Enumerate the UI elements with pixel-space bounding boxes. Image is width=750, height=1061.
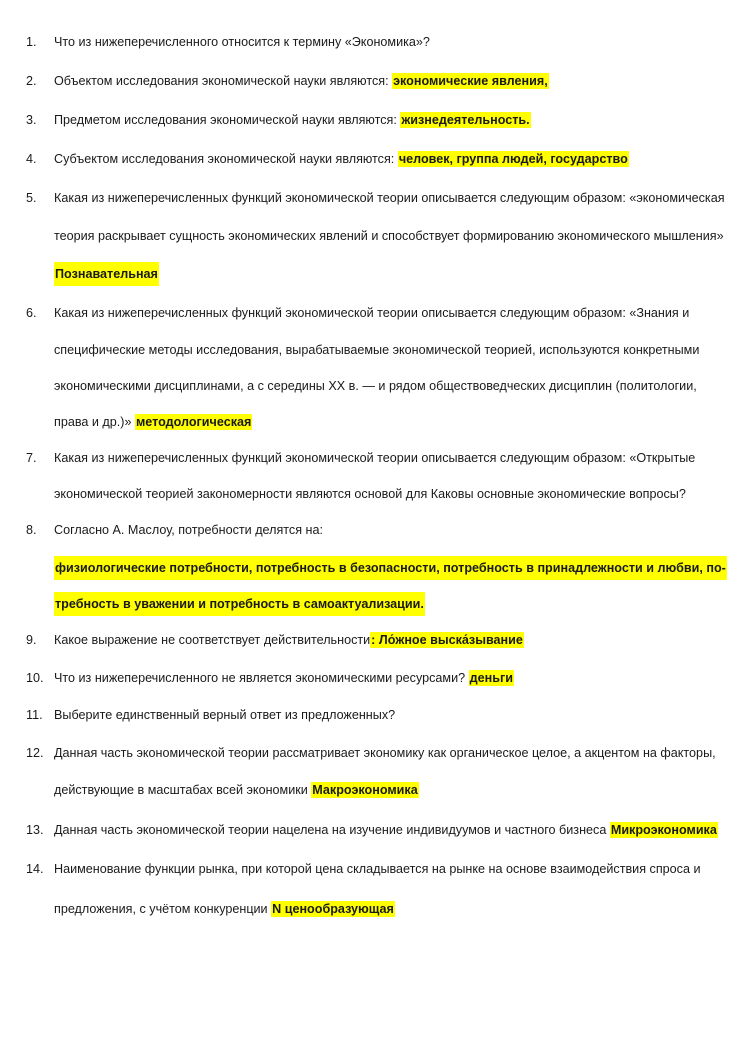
list-item [0, 148, 750, 170]
highlighted-answer: человек, группа людей, государство [398, 152, 628, 166]
question-text-line: действующие в масштабах всей экономики [54, 783, 312, 797]
question-text: Что из нижеперечисленного относится к термину «Экономика»? [54, 35, 430, 49]
question-text: Объектом исследования экономической науки являются: [54, 74, 393, 88]
question-continuation [0, 375, 750, 397]
question-text: Данная часть экономической теории нацелена на изучение индивидуумов и частного бизнеса [54, 823, 610, 837]
question-continuation [0, 898, 750, 920]
list-item [0, 519, 750, 541]
highlighted-answer: физиологические потребности, потребность в безопасности, потребность в принадлежности и любви, по- [54, 556, 727, 580]
question-continuation [0, 339, 750, 361]
question-text-line: экономической теорией закономерности являются основой для Каковы основные экономические вопросы? [54, 487, 686, 501]
list-item [0, 447, 750, 469]
question-continuation [0, 779, 750, 801]
item-number: 1. [26, 35, 37, 49]
question-text-line: экономическими дисциплинами, а с середины XX в. — и рядом обществоведческих дисциплин (политологии, [54, 379, 697, 393]
item-number: 11. [26, 708, 43, 722]
item-number: 4. [26, 152, 37, 166]
list-item [0, 31, 750, 53]
question-text-line: специфические методы исследования, вырабатываемые экономической теорией, используются конкретными [54, 343, 700, 357]
highlighted-answer: Познавательная [54, 262, 159, 286]
question-text-line: Какая из нижеперечисленных функций экономической теории описывается следующим образом: «Знания и [54, 306, 690, 320]
item-number: 7. [26, 451, 37, 465]
item-number: 6. [26, 306, 37, 320]
question-text: Согласно А. Маслоу, потребности делятся на: [54, 523, 323, 537]
question-text-line: теория раскрывает сущность экономических явлений и способствует формированию экономического мышления» [54, 229, 724, 243]
highlighted-answer: Макроэкономика [312, 783, 418, 797]
answer-line [0, 556, 750, 578]
question-continuation [0, 483, 750, 505]
question-text: Предметом исследования экономической науки являются: [54, 113, 401, 127]
highlighted-answer: жизнедеятельность. [401, 113, 530, 127]
question-text-line: предложения, с учётом конкуренции [54, 902, 272, 916]
highlighted-answer: : Ло́жное выска́зывание [371, 633, 523, 647]
item-number: 5. [26, 191, 37, 205]
question-continuation [0, 411, 750, 433]
list-item [0, 704, 750, 726]
question-text-line: Наименование функции рынка, при которой цена складывается на рынке на основе взаимодействия спроса и [54, 862, 701, 876]
list-item [0, 109, 750, 131]
highlighted-answer: экономические явления, [393, 74, 548, 88]
item-number: 2. [26, 74, 37, 88]
highlighted-answer: методологическая [135, 415, 252, 429]
answer-line [0, 262, 750, 284]
list-item [0, 819, 750, 841]
question-text-line: Данная часть экономической теории рассматривает экономику как органическое целое, а акцентом на факторы, [54, 746, 716, 760]
question-text: Субъектом исследования экономической науки являются: [54, 152, 398, 166]
list-item [0, 629, 750, 651]
highlighted-answer: деньги [469, 671, 513, 685]
question-text-line: Какая из нижеперечисленных функций экономической теории описывается следующим образом: «Открытые [54, 451, 696, 465]
question-continuation [0, 225, 750, 247]
list-item [0, 187, 750, 209]
item-number: 13. [26, 823, 44, 837]
item-number: 9. [26, 633, 37, 647]
item-number: 14. [26, 862, 44, 876]
highlighted-answer: требность в уважении и потребность в самоактуализации. [54, 592, 425, 616]
list-item [0, 858, 750, 880]
item-number: 10. [26, 671, 44, 685]
list-item [0, 667, 750, 689]
highlighted-answer: N ценообразующая [272, 902, 394, 916]
question-text: Выберите единственный верный ответ из предложенных? [54, 708, 396, 722]
item-number: 3. [26, 113, 37, 127]
list-item [0, 302, 750, 324]
list-item [0, 70, 750, 92]
question-text: Что из нижеперечисленного не является экономическими ресурсами? [54, 671, 469, 685]
question-text-line: Какая из нижеперечисленных функций экономической теории описывается следующим образом: «экономическая [54, 191, 725, 205]
answer-line [0, 592, 750, 614]
question-text-line: права и др.)» [54, 415, 135, 429]
question-text: Какое выражение не соответствует действительности [54, 633, 371, 647]
list-item [0, 742, 750, 764]
item-number: 12. [26, 746, 44, 760]
highlighted-answer: Микроэкономика [610, 823, 717, 837]
item-number: 8. [26, 523, 37, 537]
